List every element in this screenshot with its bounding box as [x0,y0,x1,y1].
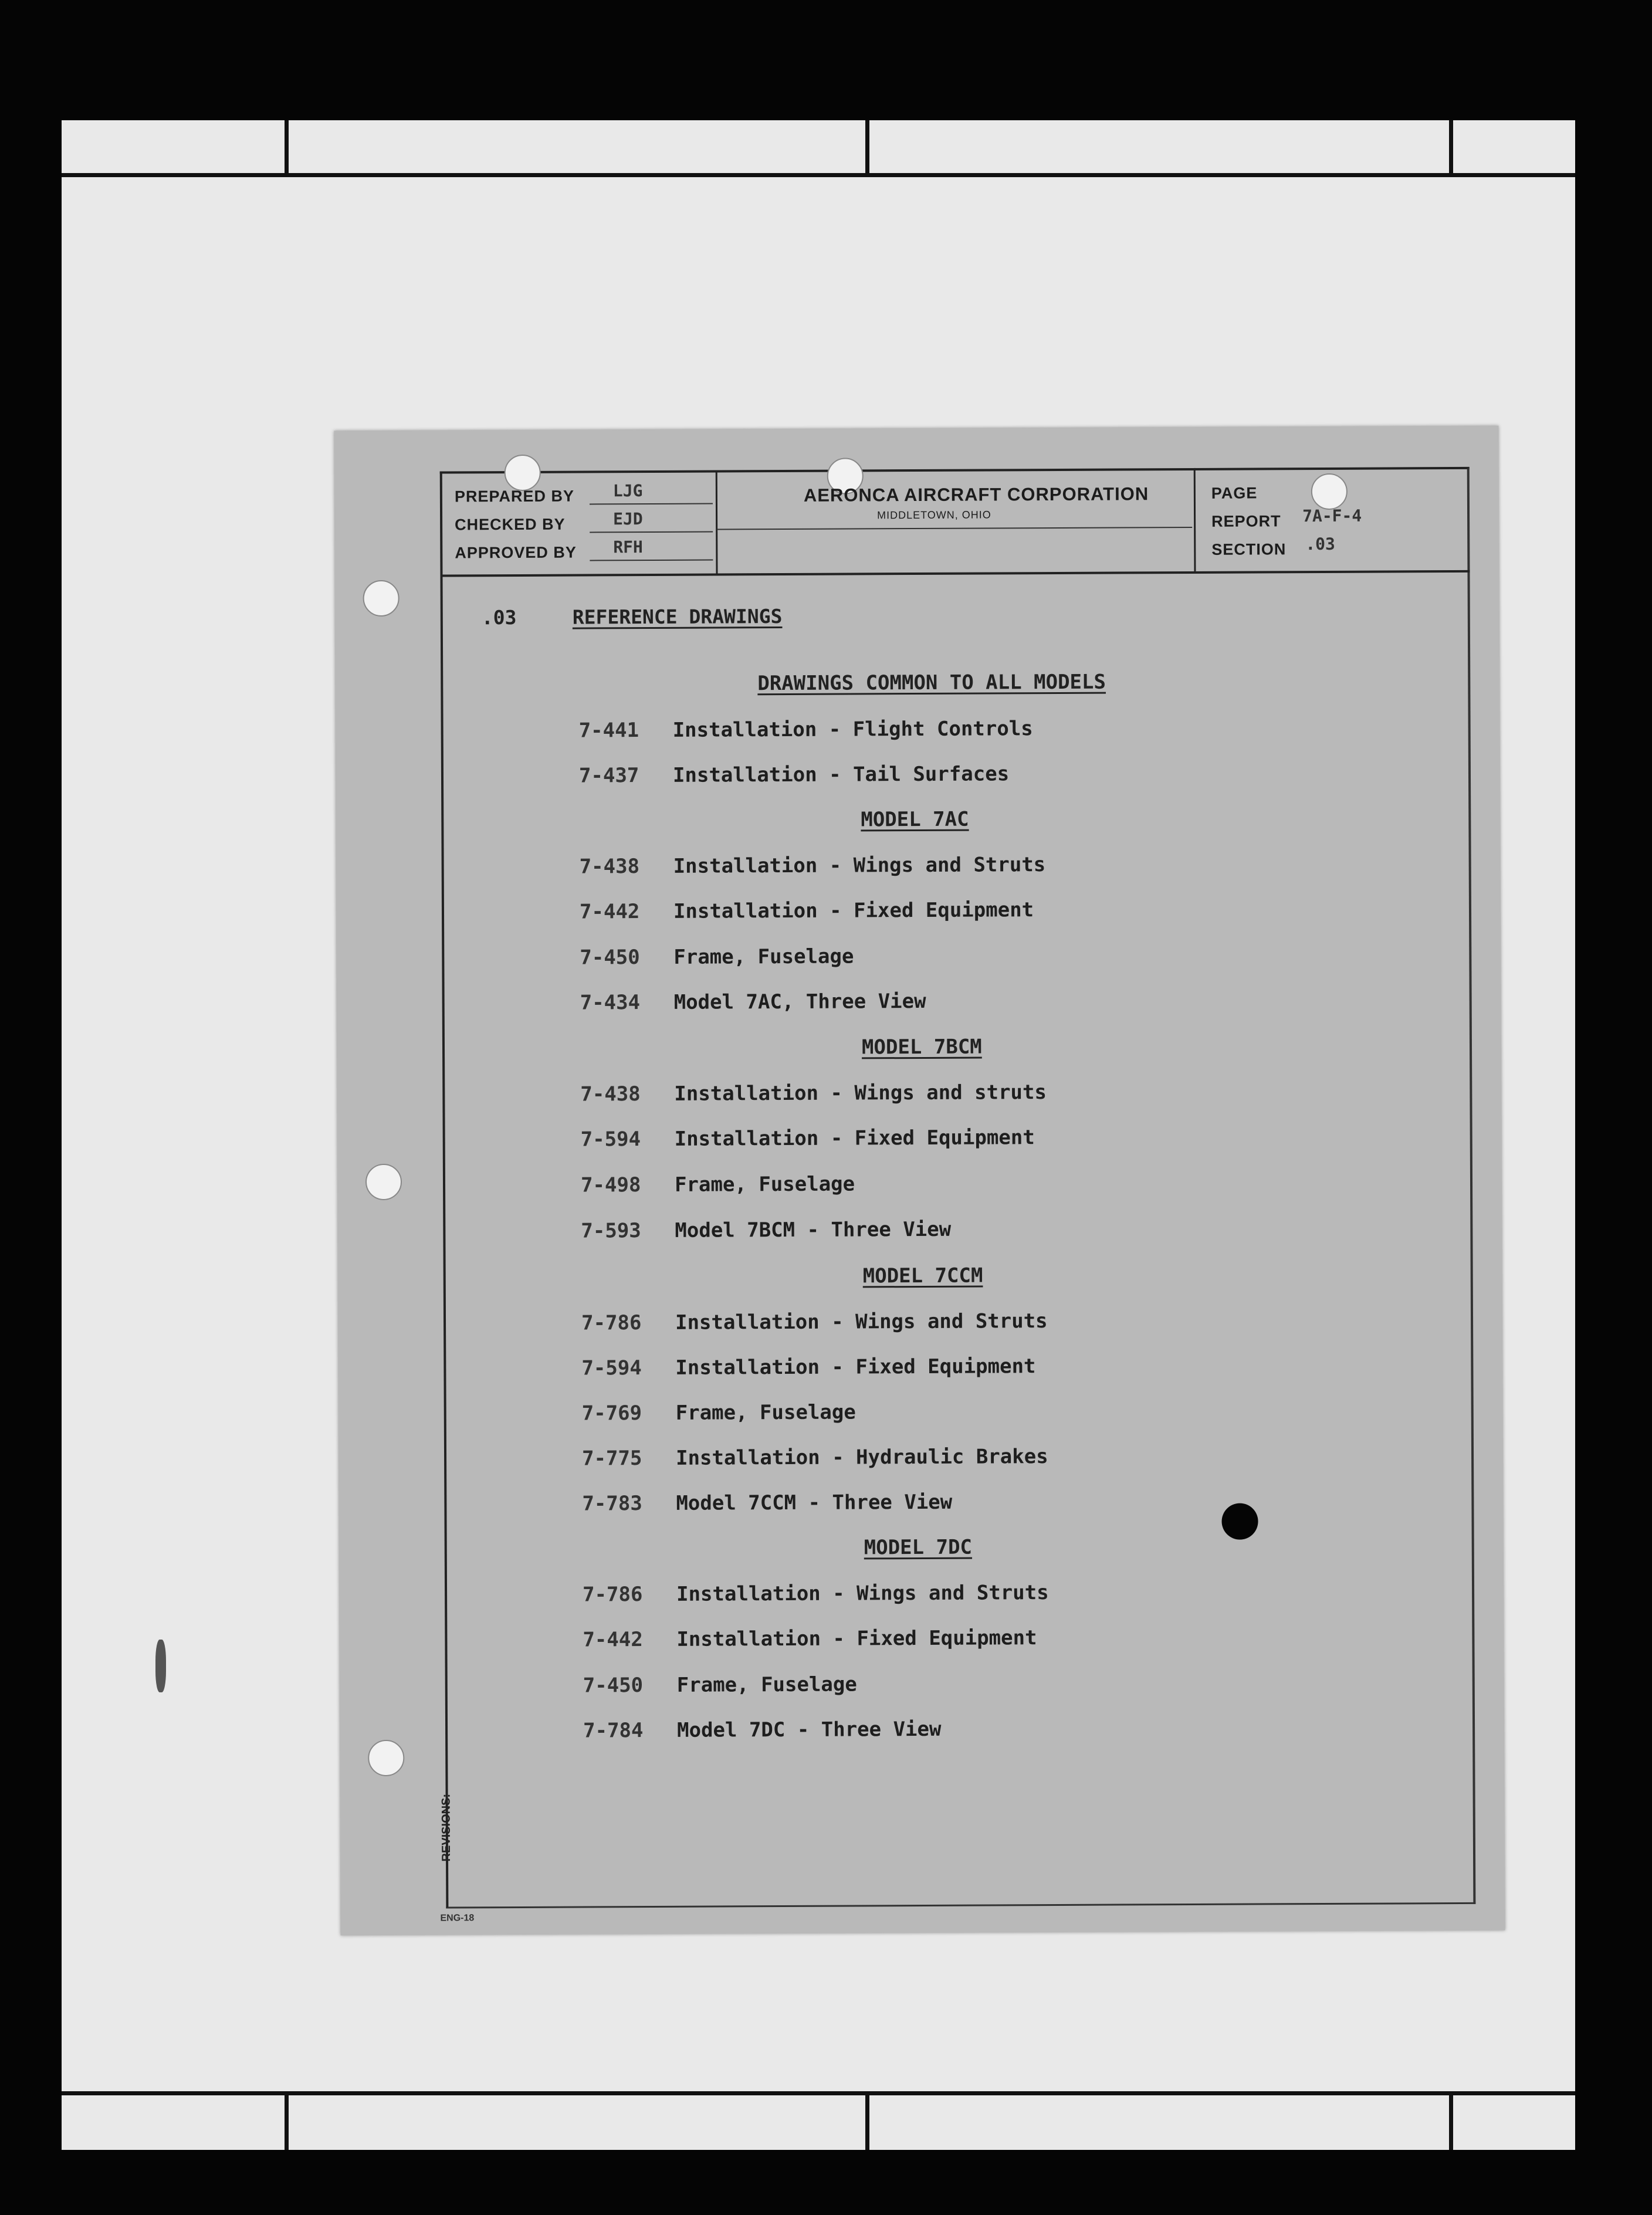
drawing-description: Frame, Fuselage [673,944,854,969]
report-label: REPORT [1211,512,1281,530]
drawing-description: Installation - Fixed Equipment [673,898,1034,923]
checked-by-line [590,531,713,533]
approved-by-value: RFH [613,537,643,557]
list-item [580,853,1046,881]
frame-tick-6 [1449,2091,1453,2150]
drawing-description: Installation - Flight Controls [672,717,1033,742]
drawing-description: Model 7BCM - Three View [675,1217,952,1242]
company-location: MIDDLETOWN, OHIO [877,509,991,521]
title-block-divider [1194,468,1196,571]
drawing-number: 7-784 [583,1719,644,1743]
list-item [583,1626,1037,1654]
list-item [581,1126,1035,1154]
frame-tick-5 [865,2091,869,2150]
punch-hole [365,1164,402,1200]
drawing-description: Model 7DC - Three View [676,1717,942,1742]
drawing-description: Frame, Fuselage [676,1672,857,1697]
drawing-number: 7-438 [579,855,640,879]
drawing-number: 7-498 [580,1173,641,1197]
approved-by-label: APPROVED BY [455,543,577,562]
document-sheet [334,426,1505,1936]
checked-by-label: CHECKED BY [455,515,566,534]
list-item [580,1081,1047,1109]
group-heading-7bcm: MODEL 7BCM [861,1035,982,1059]
drawing-description: Model 7CCM - Three View [676,1490,953,1515]
list-item [583,1581,1049,1609]
drawing-description: Frame, Fuselage [675,1400,856,1425]
drawing-description: Installation - Hydraulic Brakes [675,1445,1048,1470]
frame-tick-2 [865,120,869,176]
page-label: PAGE [1211,484,1258,502]
group-heading-7dc: MODEL 7DC [864,1535,973,1560]
drawing-number: 7-442 [579,900,640,924]
list-item [580,990,926,1018]
report-value: 7A-F-4 [1302,506,1362,526]
drawing-description: Model 7AC, Three View [673,989,926,1014]
drawing-description: Installation - Wings and Struts [673,853,1046,878]
drawing-number: 7-786 [582,1583,643,1607]
drawing-number: 7-438 [580,1082,641,1106]
drawing-description: Frame, Fuselage [674,1172,855,1197]
drawing-number: 7-450 [583,1674,644,1698]
list-item [581,1172,855,1200]
drawing-description: Installation - Wings and Struts [675,1309,1048,1335]
company-rule [717,527,1192,530]
list-item [583,1672,857,1700]
list-item [579,762,1009,790]
company-name: AERONCA AIRCRAFT CORPORATION [803,483,1149,506]
list-item [581,1218,951,1246]
frame-tick-1 [285,120,289,176]
list-item [580,898,1034,926]
drawing-description: Installation - Fixed Equipment [674,1126,1035,1151]
prepared-by-value: LJG [612,481,643,501]
form-number: ENG-18 [440,1913,475,1923]
film-smudge [155,1640,166,1692]
list-item [582,1400,856,1428]
drawing-number: 7-769 [581,1401,642,1425]
section-title: REFERENCE DRAWINGS [572,605,783,629]
title-block-divider [716,470,718,573]
group-heading-7ac: MODEL 7AC [861,807,969,832]
punch-hole [363,580,400,617]
revisions-label: REVISIONS: [439,1793,453,1862]
list-item [582,1445,1048,1473]
drawing-number: 7-450 [580,946,640,970]
group-heading-7ccm: MODEL 7CCM [862,1264,983,1288]
section-value: .03 [1305,534,1335,554]
drawing-number: 7-434 [580,991,641,1015]
frame-tick-3 [1449,120,1453,176]
list-item [581,1309,1048,1337]
approved-by-line [590,560,713,561]
drawing-description: Installation - Fixed Equipment [675,1354,1036,1380]
drawing-number: 7-775 [581,1447,642,1471]
frame-top-rule [62,173,1575,177]
section-number: .03 [481,605,517,629]
drawing-number: 7-442 [583,1628,643,1652]
frame-bottom-rule [62,2091,1575,2095]
list-item [581,1354,1035,1383]
drawing-description: Installation - Fixed Equipment [676,1626,1037,1651]
prepared-by-line [590,503,713,505]
drawing-description: Installation - Wings and struts [674,1081,1047,1106]
drawing-number: 7-783 [582,1492,642,1516]
prepared-by-label: PREPARED BY [454,487,575,506]
list-item [580,944,854,972]
ink-blot [1221,1503,1258,1539]
section-label: SECTION [1211,540,1287,558]
list-item [579,717,1033,745]
title-block [440,467,1470,577]
drawing-description: Installation - Wings and Struts [676,1581,1049,1606]
drawing-number: 7-437 [578,764,639,788]
drawing-number: 7-441 [578,719,639,743]
drawing-number: 7-593 [581,1219,641,1243]
drawing-number: 7-594 [581,1356,642,1380]
group-heading-common: DRAWINGS COMMON TO ALL MODELS [757,670,1106,696]
punch-hole [368,1740,404,1776]
list-item [583,1718,942,1746]
list-item [582,1491,952,1519]
drawing-description: Installation - Tail Surfaces [672,762,1010,787]
drawing-number: 7-786 [581,1311,642,1335]
checked-by-value: EJD [613,509,643,529]
drawing-number: 7-594 [580,1127,641,1151]
frame-tick-4 [285,2091,289,2150]
